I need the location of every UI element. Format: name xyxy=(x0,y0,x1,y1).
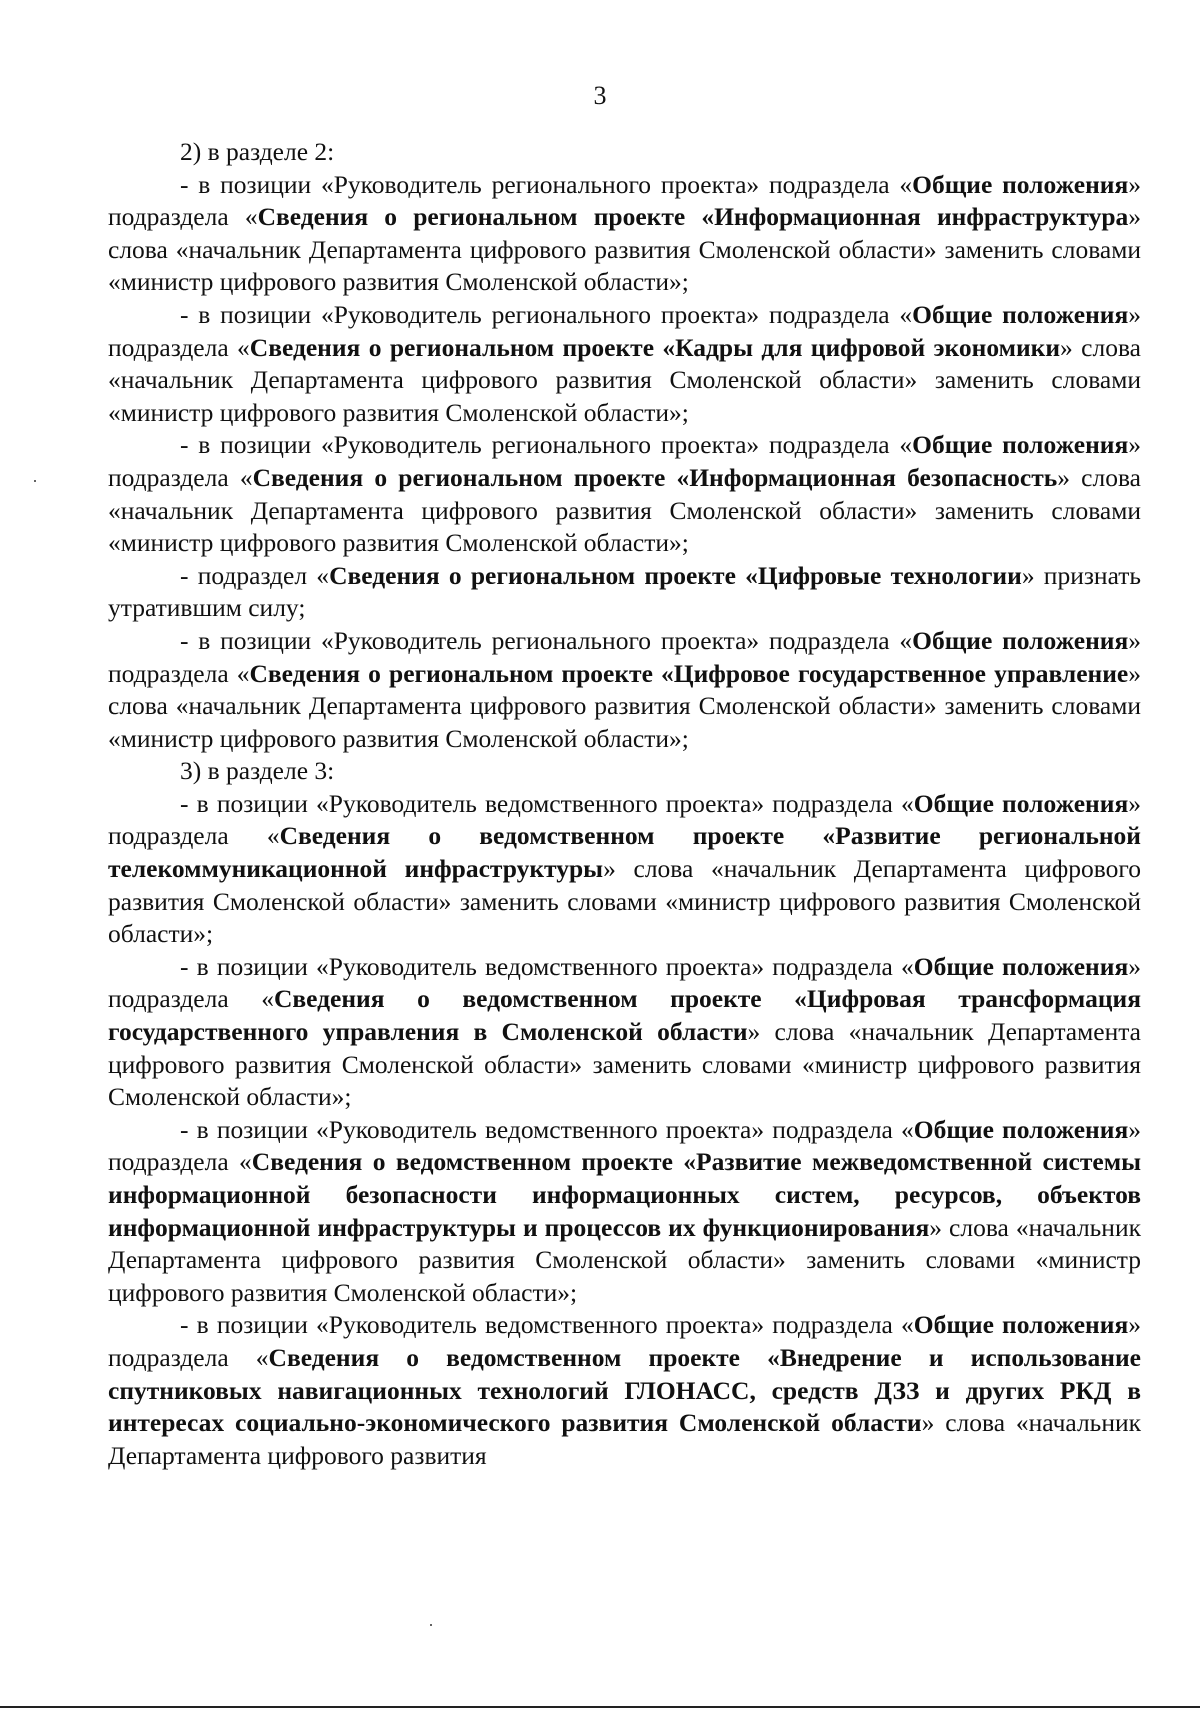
bold-text-run: Сведения о ведомственном проекте «Развитие межведомственной системы информационной безопасности информационных систем, ресурсов, объектов информационной инфраструктуры и процессов их функционирования xyxy=(108,1147,1141,1242)
bold-text-run: Сведения о региональном проекте «Кадры для цифровой экономики xyxy=(249,332,1061,362)
text-run: » слова «начальник Департамента цифрового развития Смоленской области» заменить словами «министр цифрового развития Смоленской области»; xyxy=(108,658,1141,753)
text-run: - в позиции «Руководитель регионального проекта» подраздела « xyxy=(180,625,913,655)
text-run: » слова «начальник Департамента цифрового развития Смоленской области» заменить словами «министр цифрового развития Смоленской области»; xyxy=(108,1017,1141,1112)
scan-speck xyxy=(34,480,36,482)
text-run: 2) в разделе 2: xyxy=(180,137,335,166)
paragraph-item-9 xyxy=(108,1309,1141,1472)
document-body xyxy=(108,136,1141,1472)
bold-text-run: Общие положения xyxy=(912,169,1129,199)
bold-text-run: Сведения о ведомственном проекте «Развитие региональной телекоммуникационной инфраструктуры xyxy=(108,821,1141,884)
text-run: » подраздела « xyxy=(108,1114,1141,1177)
text-run: » слова «начальник Департамента цифрового развития Смоленской области» заменить словами «министр цифрового развития Смоленской области»; xyxy=(108,462,1141,558)
bold-text-run: Сведения о региональном проекте «Информационная безопасность xyxy=(252,462,1058,492)
bold-text-run: Сведения о ведомственном проекте «Цифровая трансформация государственного управления в Смоленской области xyxy=(108,984,1141,1047)
bold-text-run: Общие положения xyxy=(913,788,1129,818)
bold-text-run: Общие положения xyxy=(912,299,1129,329)
bold-text-run: Сведения о региональном проекте «Цифровое государственное управление xyxy=(249,658,1129,688)
bold-text-run: Сведения о региональном проекте «Информационная инфраструктура xyxy=(257,202,1129,232)
text-run: » подраздела « xyxy=(108,299,1141,362)
text-run: - в позиции «Руководитель регионального проекта» подраздела « xyxy=(180,430,913,460)
text-run: » признать утратившим силу; xyxy=(108,560,1141,623)
paragraph-item-4 xyxy=(108,560,1141,625)
bold-text-run: Общие положения xyxy=(913,1310,1129,1340)
text-run: - в позиции «Руководитель ведомственного проекта» подраздела « xyxy=(180,1114,914,1144)
scan-speck xyxy=(430,1624,432,1626)
paragraph-section-3-header xyxy=(108,755,1141,788)
bold-text-run: Общие положения xyxy=(913,951,1129,981)
text-run: » подраздела « xyxy=(108,951,1141,1014)
text-run: » слова «начальник Департамента цифрового развития Смоленской области» заменить словами «министр цифрового развития Смоленской области»; xyxy=(108,854,1141,949)
scan-edge-line xyxy=(0,1706,1200,1708)
paragraph-item-8 xyxy=(108,1114,1141,1310)
paragraph-item-3 xyxy=(108,429,1141,559)
text-run: » подраздела « xyxy=(108,430,1141,492)
text-run: » слова «начальник Департамента цифрового развития Смоленской области» заменить словами «министр цифрового развития Смоленской области»; xyxy=(108,202,1142,297)
text-run: » подраздела « xyxy=(108,169,1141,232)
text-run: » подраздела « xyxy=(108,788,1141,851)
text-run: - в позиции «Руководитель регионального проекта» подраздела « xyxy=(180,169,913,199)
text-run: » подраздела « xyxy=(108,625,1141,688)
text-run: - подраздел « xyxy=(180,560,330,590)
paragraph-item-1 xyxy=(108,169,1141,299)
bold-text-run: Сведения о ведомственном проекте «Внедрение и использование спутниковых навигационных технологий ГЛОНАСС, средств ДЗЗ и других РКД в интересах социально-экономического развития Смоленской области xyxy=(108,1342,1141,1438)
paragraph-item-6 xyxy=(108,788,1141,951)
bold-text-run: Общие положения xyxy=(913,1114,1129,1144)
text-run: » слова «начальник Департамента цифрового развития xyxy=(108,1408,1141,1470)
text-run: - в позиции «Руководитель ведомственного проекта» подраздела « xyxy=(180,788,914,818)
paragraph-item-2 xyxy=(108,299,1141,429)
text-run: - в позиции «Руководитель регионального проекта» подраздела « xyxy=(180,299,913,329)
paragraph-item-5 xyxy=(108,625,1141,755)
text-run: » подраздела « xyxy=(108,1310,1141,1372)
bold-text-run: Общие положения xyxy=(912,430,1129,460)
bold-text-run: Сведения о региональном проекте «Цифровые технологии xyxy=(329,560,1022,590)
text-run: - в позиции «Руководитель ведомственного проекта» подраздела « xyxy=(180,1310,914,1340)
text-run: - в позиции «Руководитель ведомственного проекта» подраздела « xyxy=(180,951,914,981)
paragraph-item-7 xyxy=(108,951,1141,1114)
bold-text-run: Общие положения xyxy=(912,625,1129,655)
page-number: 3 xyxy=(593,81,607,110)
text-run: » слова «начальник Департамента цифрового развития Смоленской области» заменить словами «министр цифрового развития Смоленской области»; xyxy=(108,1212,1141,1307)
text-run: » слова «начальник Департамента цифрового развития Смоленской области» заменить словами «министр цифрового развития Смоленской области»; xyxy=(108,332,1141,427)
text-run: 3) в разделе 3: xyxy=(180,756,335,786)
paragraph-section-2-header xyxy=(108,136,1141,169)
